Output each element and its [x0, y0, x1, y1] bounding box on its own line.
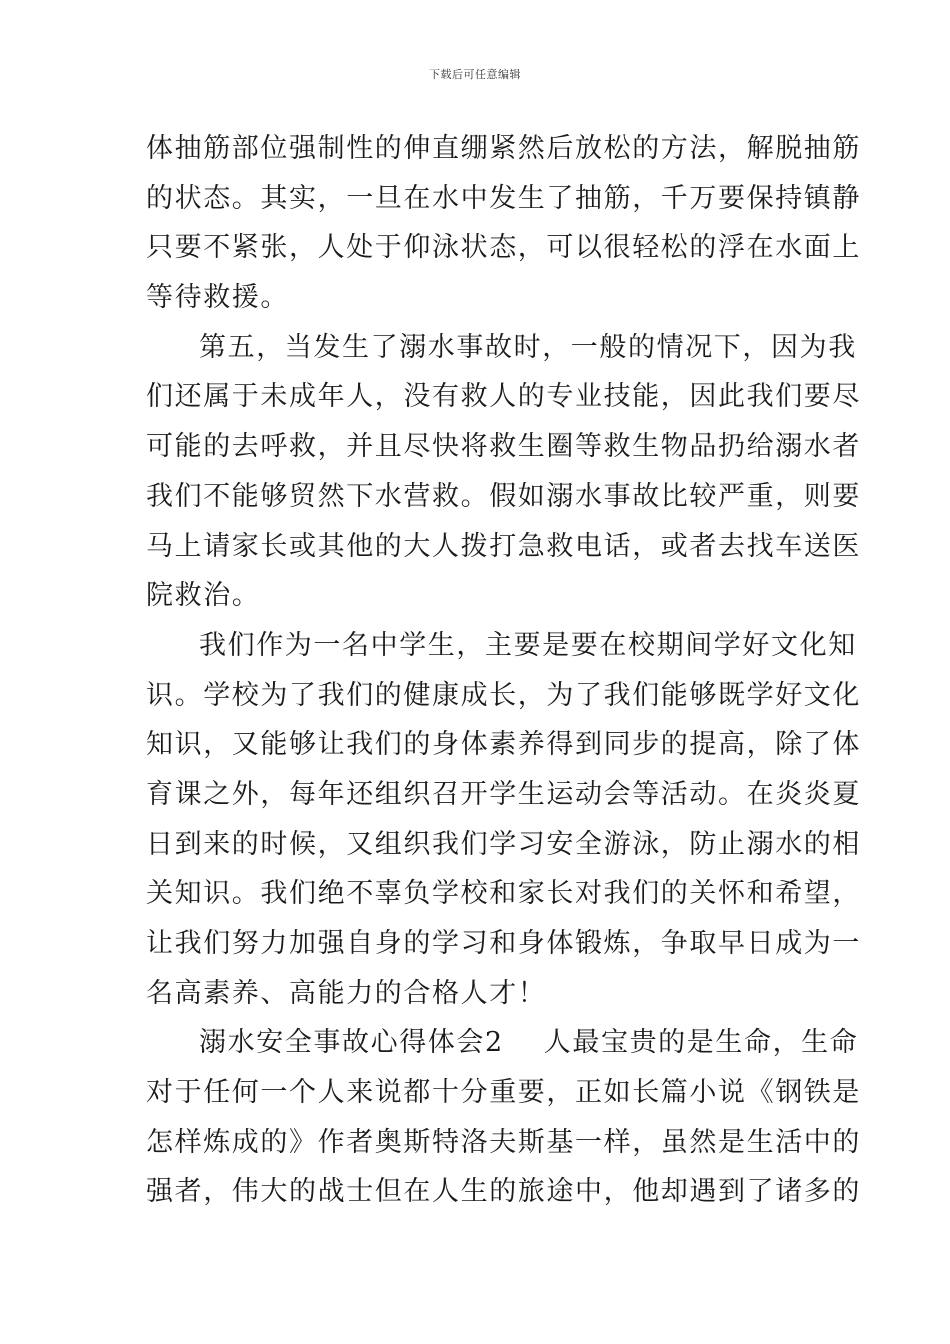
text-line: 强者，伟大的战士但在人生的旅途中，他却遇到了诸多的 [146, 1176, 861, 1208]
text-line: 的状态。其实，一旦在水中发生了抽筋，千万要保持镇静 [146, 182, 861, 214]
text-line: 等待救援。 [146, 282, 289, 314]
text-line: 怎样炼成的》作者奥斯特洛夫斯基一样，虽然是生活中的 [146, 1126, 861, 1158]
text-line: 第五，当发生了溺水事故时，一般的情况下，因为我 [199, 331, 857, 363]
text-line: 院救治。 [146, 580, 261, 612]
section-title-line [146, 1018, 859, 1068]
text-line: 马上请家长或其他的大人拨打急救电话，或者去找车送医 [146, 530, 861, 562]
paragraph-2 [146, 323, 861, 621]
page-header: 下载后可任意编辑 [429, 68, 521, 81]
document-body [146, 124, 861, 1217]
text-line: 们还属于未成年人，没有救人的专业技能，因此我们要尽 [146, 381, 861, 413]
text-line: 关知识。我们绝不辜负学校和家长对我们的关怀和希望， [146, 878, 861, 910]
text-line: 我们作为一名中学生，主要是要在校期间学好文化知 [199, 629, 857, 661]
text-line: 对于任何一个人来说都十分重要，正如长篇小说《钢铁是 [146, 1077, 861, 1109]
section-title: 溺水安全事故心得体会2 [199, 1027, 504, 1059]
text-line: 让我们努力加强自身的学习和身体锻炼，争取早日成为一 [146, 928, 861, 959]
text-line: 可能的去呼救，并且尽快将救生圈等救生物品扔给溺水者 [146, 431, 861, 463]
section-first-text: 人最宝贵的是生命，生命 [543, 1027, 859, 1059]
paragraph-3 [146, 621, 861, 1019]
section-2 [146, 1018, 861, 1217]
text-line: 日到来的时候，又组织我们学习安全游泳，防止溺水的相 [146, 828, 861, 860]
text-line: 知识，又能够让我们的身体素养得到同步的提高，除了体 [146, 729, 861, 761]
paragraph-1 [146, 124, 861, 323]
text-line: 体抽筋部位强制性的伸直绷紧然后放松的方法，解脱抽筋 [146, 133, 861, 164]
text-line: 育课之外，每年还组织召开学生运动会等活动。在炎炎夏 [146, 778, 861, 810]
text-line: 我们不能够贸然下水营救。假如溺水事故比较严重，则要 [146, 480, 861, 512]
text-line: 名高素养、高能力的合格人才！ [146, 977, 547, 1009]
text-line: 识。学校为了我们的健康成长，为了我们能够既学好文化 [146, 679, 861, 711]
text-line: 只要不紧张，人处于仰泳状态，可以很轻松的浮在水面上 [146, 232, 861, 264]
